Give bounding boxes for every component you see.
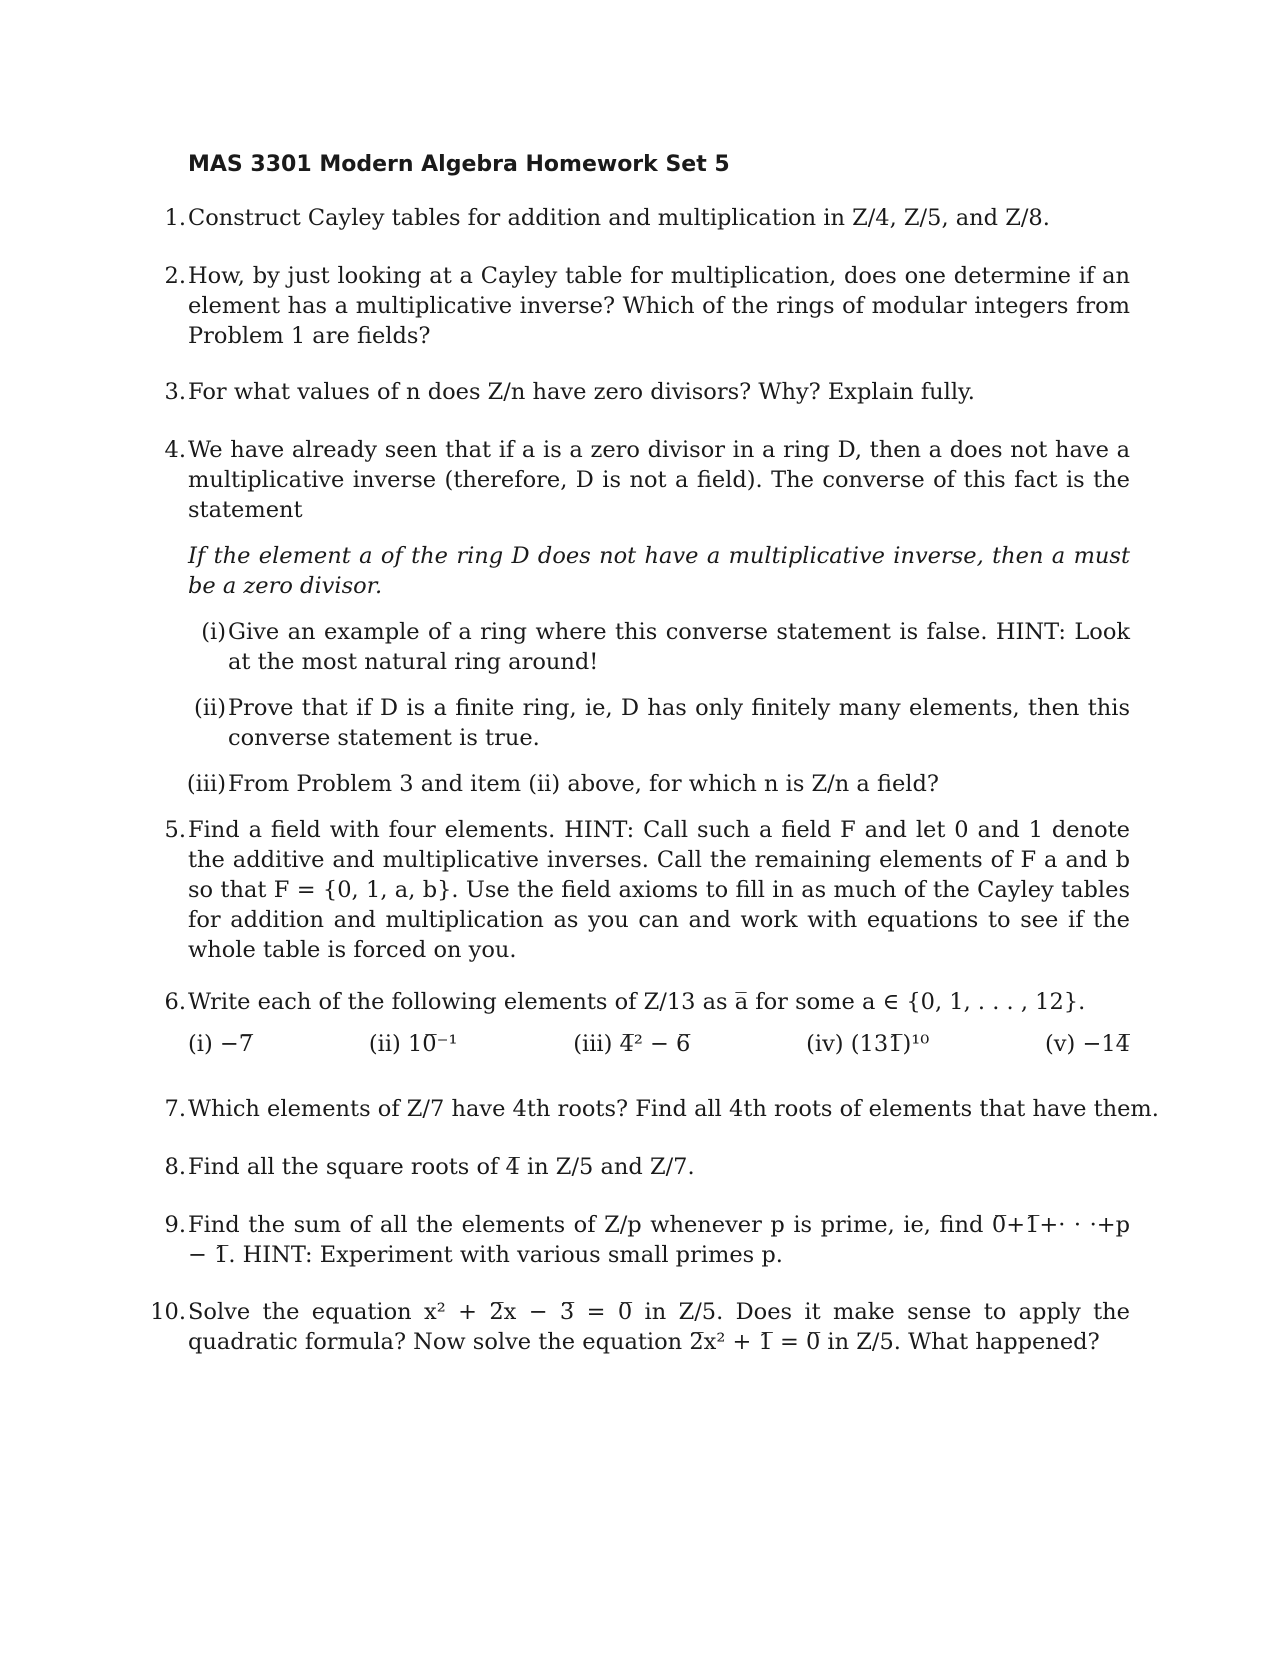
subitem-expression: −7̅ [219,1031,254,1057]
subitem-6-iii [573,1029,690,1059]
problem-2 [140,261,1130,351]
subitem-label: (iv) [806,1031,844,1057]
problem-8 [140,1152,1130,1182]
problem-3 [140,377,1130,407]
problem-text: Find the sum of all the elements of Z/p whenever p is prime, ie, find 0̅+1̅+· · ·+p − 1̅. HINT: Experiment with various small primes p. [188,1212,1130,1268]
problem-text: Find all the square roots of 4̅ in Z/5 and Z/7. [188,1154,695,1180]
problem-number: 8. [164,1154,186,1180]
subitem-row [188,1029,1130,1059]
problem-number: 7. [164,1096,186,1122]
problem-1 [140,203,1130,233]
problem-number: 4. [164,437,186,463]
subitem-label: (iii) [573,1031,613,1057]
problem-number: 9. [164,1212,186,1238]
subitem-4-i [188,617,1130,677]
problem-7 [140,1094,1159,1124]
subitem-label: (ii) [194,695,226,721]
problem-6 [140,987,1130,1059]
subitem-expression: −14̅ [1082,1031,1130,1057]
problem-text: Which elements of Z/7 have 4th roots? Find all 4th roots of elements that have them. [188,1096,1159,1122]
problem-text: How, by just looking at a Cayley table for multiplication, does one determine if an element has a multiplicative inverse? Which of the rings of modular integers from Problem 1 are fields? [188,263,1130,349]
subitem-text: From Problem 3 and item (ii) above, for which n is Z/n a field? [228,771,939,797]
subitem-label: (v) [1045,1031,1076,1057]
problem-text: Construct Cayley tables for addition and multiplication in Z/4, Z/5, and Z/8. [188,205,1050,231]
subitem-text: Prove that if D is a finite ring, ie, D has only finitely many elements, then this converse statement is true. [228,695,1130,751]
subitem-6-v [1045,1029,1130,1059]
problem-text: Find a field with four elements. HINT: Call such a field F and let 0 and 1 denote the additive and multiplicative inverses. Call the remaining elements of F a and b so that F = {0, 1, a, b}. Use the field axioms to fill in as much of the Cayley tables for addition and multiplication as you can and work with equations to see if the whole table is forced on you. [188,817,1130,963]
subitem-4-ii [188,693,1130,753]
problem-5 [140,815,1130,965]
subitem-label: (i) [201,619,226,645]
problem-text: Solve the equation x² + 2̅x − 3̅ = 0̅ in Z/5. Does it make sense to apply the quadratic formula? Now solve the equation 2̅x² + 1̅ = 0̅ in Z/5. What happened? [188,1299,1130,1355]
page-title: MAS 3301 Modern Algebra Homework Set 5 [188,152,730,177]
problem-text: Write each of the following elements of Z/13 as a̅ for some a ∈ {0, 1, . . . , 12}. [188,989,1086,1015]
subitem-expression: 4̅² − 6̅ [619,1031,691,1057]
subitem-label: (iii) [186,771,226,797]
converse-statement: If the element a of the ring D does not have a multiplicative inverse, then a must be a zero divisor. [188,543,1130,599]
subitem-label: (i) [188,1031,213,1057]
subitem-expression: (131̅)¹⁰ [850,1031,930,1057]
problem-number: 2. [164,263,186,289]
problem-number: 10. [150,1299,186,1325]
subitem-label: (ii) [368,1031,401,1057]
problem-10 [140,1297,1130,1357]
subitem-6-iv [806,1029,929,1059]
subitem-text: Give an example of a ring where this converse statement is false. HINT: Look at the most natural ring around! [228,619,1130,675]
problem-number: 5. [164,817,186,843]
subitem-6-ii [369,1029,458,1059]
problem-number: 6. [164,989,186,1015]
problem-text: For what values of n does Z/n have zero divisors? Why? Explain fully. [188,379,975,405]
problem-number: 3. [164,379,186,405]
subitem-6-i [188,1029,253,1059]
problem-4 [140,435,1130,799]
subitem-expression: 10̅⁻¹ [407,1031,458,1057]
subitem-4-iii [188,769,1130,799]
problem-text: We have already seen that if a is a zero divisor in a ring D, then a does not have a multiplicative inverse (therefore, D is not a field). The converse of this fact is the statement [188,437,1130,523]
problem-9 [140,1210,1130,1270]
problem-number: 1. [164,205,186,231]
